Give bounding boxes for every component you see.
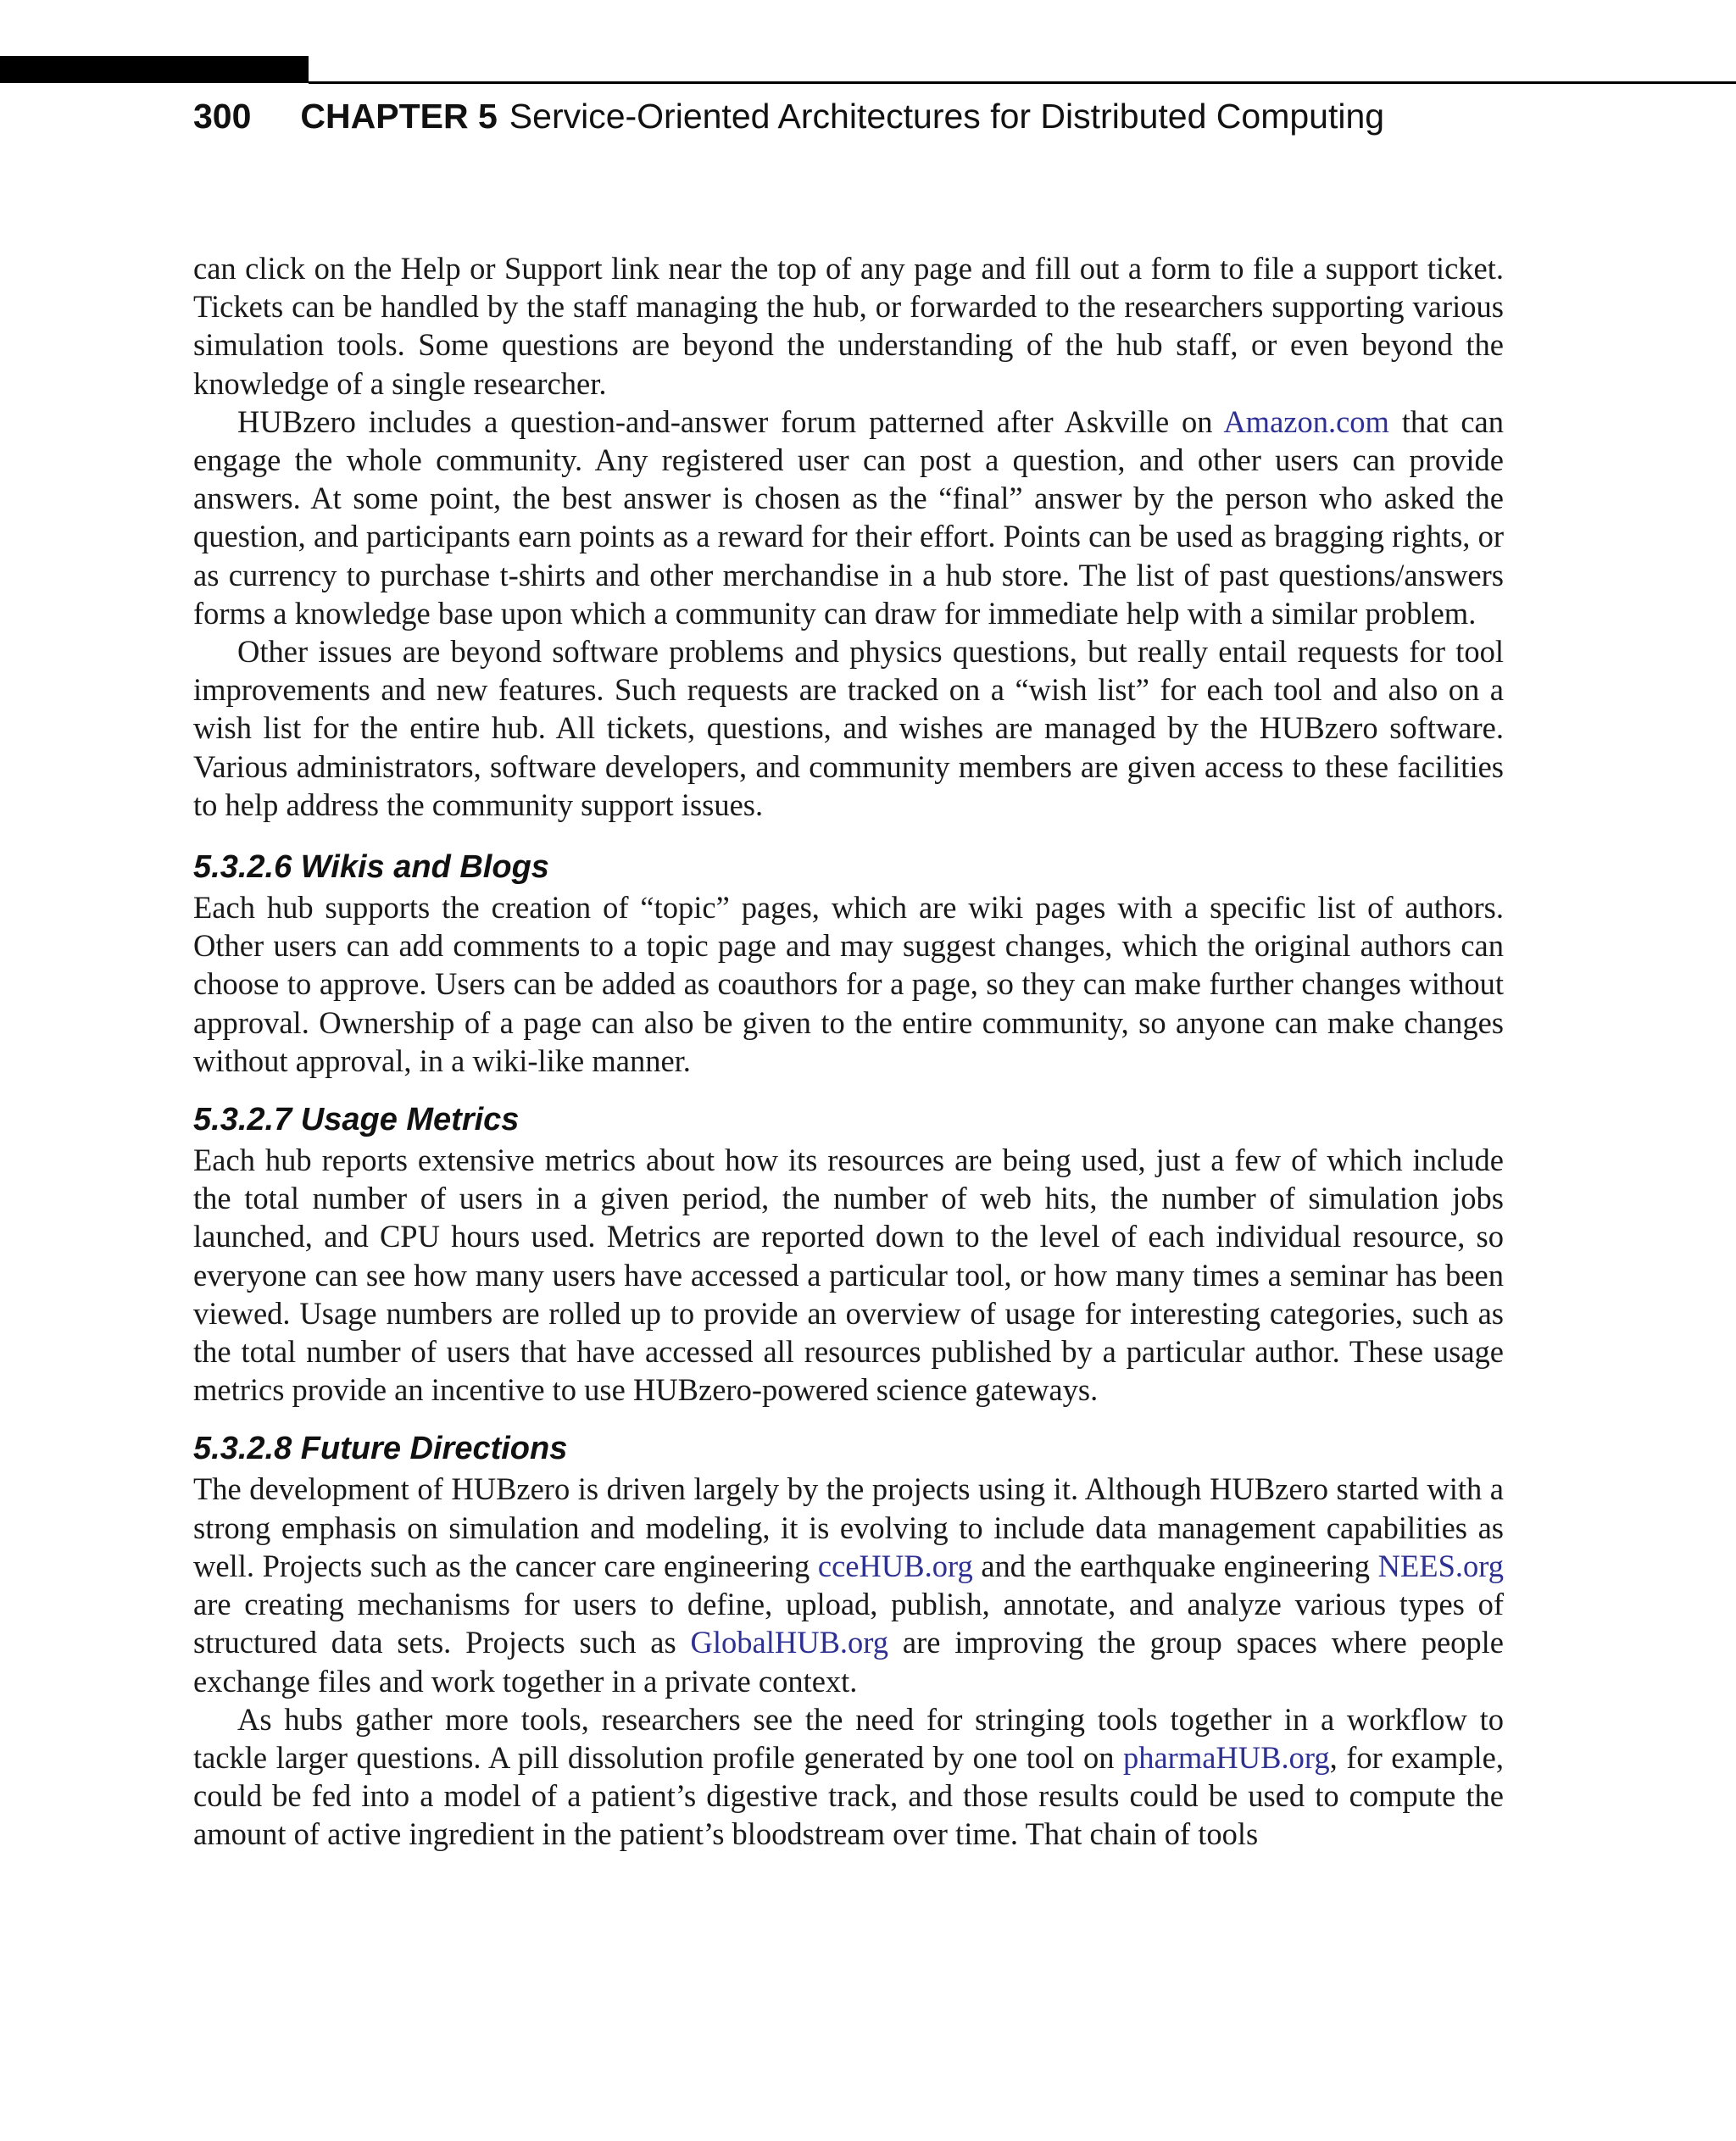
- section-heading-future-directions: 5.3.2.8 Future Directions: [193, 1431, 568, 1467]
- header-rule: [309, 81, 1736, 84]
- paragraph-usage-metrics: Each hub reports extensive metrics about how its resources are being used, just a few of which include the total number of users in a given period, the number of web hits, the number of simulation jobs launched, and CPU hours used. Metrics are reported down to the level of each individual resource, so everyone can see how many users have accessed a particular tool, or how many times a seminar has been viewed. Usage numbers are rolled up to provide an overview of usage for interesting categories, such as the total number of users that have accessed all resources published by a particular author. These usage metrics provide an incentive to use HUBzero-powered science gateways.: [193, 1143, 1504, 1408]
- header-black-bar: [0, 56, 309, 83]
- link-ccehub[interactable]: cceHUB.org: [817, 1548, 973, 1583]
- page-body: [193, 249, 1504, 1854]
- paragraph-wikis-blogs: Each hub supports the creation of “topic” pages, which are wiki pages with a specific list of authors. Other users can add comments to a topic page and may suggest changes, which the original authors can choose to approve. Users can be added as coauthors for a page, so they can make further changes without approval. Ownership of a page can also be given to the entire community, so anyone can make changes without approval, in a wiki-like manner.: [193, 890, 1504, 1078]
- paragraph-workflows: [193, 1700, 1504, 1854]
- section-heading-usage-metrics: 5.3.2.7 Usage Metrics: [193, 1102, 520, 1138]
- text-span: are creating mechanisms for users to define, upload, publish, annotate, and analyze various types of structured data sets. Projects such as: [193, 1587, 1504, 1660]
- link-pharmahub[interactable]: pharmaHUB.org: [1122, 1739, 1330, 1775]
- link-globalhub[interactable]: GlobalHUB.org: [690, 1625, 889, 1660]
- link-amazon[interactable]: Amazon.com: [1223, 403, 1389, 439]
- chapter-label: CHAPTER 5: [300, 97, 498, 136]
- page-number: 300: [193, 97, 252, 136]
- text-span: and the earthquake engineering: [972, 1548, 1378, 1583]
- text-span: that can engage the whole community. Any registered user can post a question, and other users can provide answers. At some point, the best answer is chosen as the “final” answer by the person who asked the question, and participants earn points as a reward for their effort. Points can be used as bragging rights, or as currency to purchase t-shirts and other merchandise in a hub store. The list of past questions/answers forms a knowledge base upon which a community can draw for immediate help with a similar problem.: [193, 403, 1504, 631]
- paragraph-wish-list: Other issues are beyond software problems and physics questions, but really entail requests for tool improvements and new features. Such requests are tracked on a “wish list” for each tool and also on a wish list for the entire hub. All tickets, questions, and wishes are managed by the HUBzero software. Various administrators, software developers, and community members are given access to these facilities to help address the community support issues.: [193, 634, 1504, 822]
- section-heading-wikis-blogs: 5.3.2.6 Wikis and Blogs: [193, 849, 549, 886]
- paragraph-qa-forum: [193, 403, 1504, 632]
- text-span: As hubs gather more tools, researchers see the need for stringing tools together in a workflow to tackle larger questions. A pill dissolution profile generated by one tool on: [193, 1701, 1504, 1775]
- text-span: The development of HUBzero is driven largely by the projects using it. Although HUBzero started with a strong emphasis on simulation and modeling, it is evolving to include data management capabilities as well. Projects such as the cancer care engineering: [193, 1471, 1504, 1583]
- paragraph-support-continued: can click on the Help or Support link near the top of any page and fill out a form to file a support ticket. Tickets can be handled by the staff managing the hub, or forwarded to the researchers supporting various simulation tools. Some questions are beyond the understanding of the hub staff, or even beyond the knowledge of a single researcher.: [193, 251, 1504, 401]
- chapter-title: Service-Oriented Architectures for Distributed Computing: [509, 97, 1385, 136]
- paragraph-future-directions: [193, 1470, 1504, 1699]
- text-span: HUBzero includes a question-and-answer forum patterned after Askville on: [237, 403, 1224, 439]
- text-span: , for example, could be fed into a model of a patient’s digestive track, and those results could be used to compute the amount of active ingredient in the patient’s bloodstream over time. That chain of tools: [193, 1739, 1504, 1852]
- running-head: [193, 93, 1384, 139]
- link-nees[interactable]: NEES.org: [1377, 1548, 1504, 1583]
- text-span: are improving the group spaces where people exchange files and work together in a private context.: [193, 1625, 1504, 1699]
